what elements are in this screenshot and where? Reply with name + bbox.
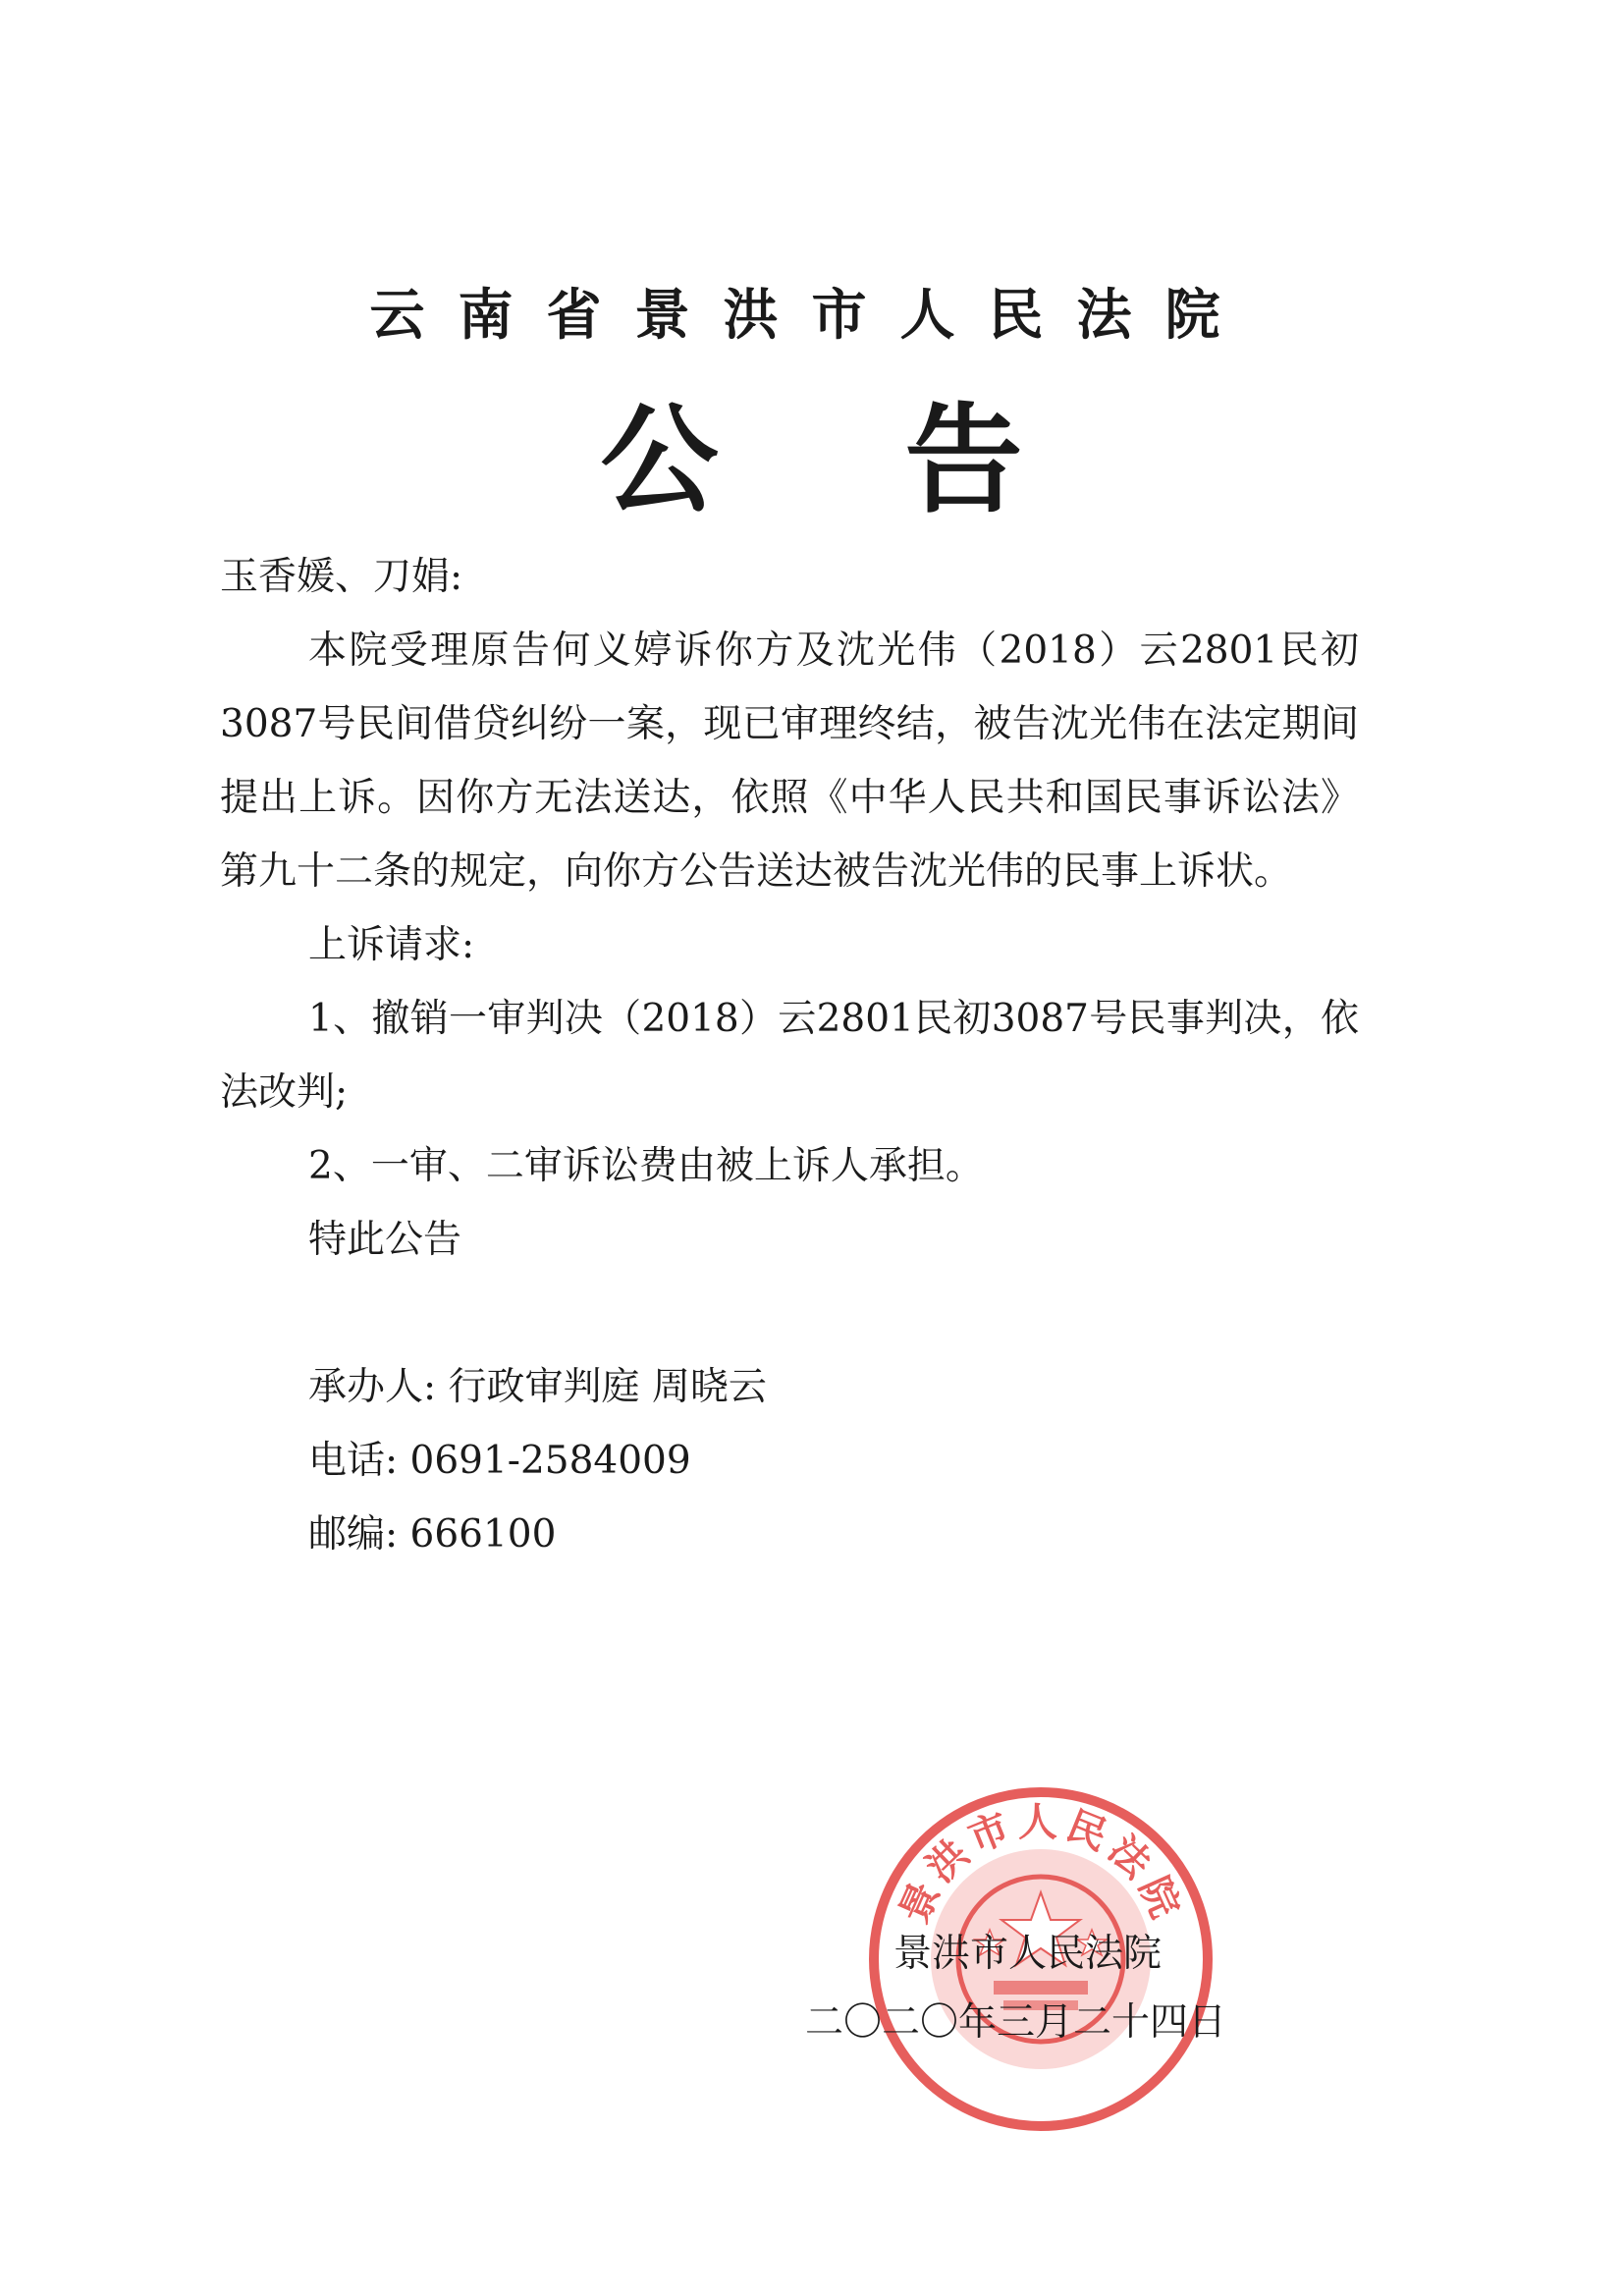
appeal-item-1: 1、撤销一审判决（2018）云2801民初3087号民事判决，依法改判;: [220, 997, 1359, 1115]
signing-court: 景洪市人民法院: [893, 1932, 1163, 1976]
appeal-heading: 上诉请求:: [308, 923, 475, 967]
document-type-heading: 公告: [600, 393, 1210, 529]
addressee: 玉香媛、刀娟:: [220, 555, 463, 599]
closing-text: 特此公告: [308, 1218, 462, 1262]
appeal-item-2: 2、一审、二审诉讼费由被上诉人承担。: [308, 1144, 984, 1188]
phone-line: 电话: 0691-2584009: [308, 1439, 691, 1483]
main-paragraph: 本院受理原告何义婷诉你方及沈光伟（2018）云2801民初3087号民间借贷纠纷一案，现已审理终结，被告沈光伟在法定期间提出上诉。因你方无法送达，依照《中华人民共和国民事诉讼法》第九十二条的规定，向你方公告送达被告沈光伟的民事上诉状。: [220, 629, 1359, 894]
seal-inscription: 景洪市人民法院: [892, 1800, 1190, 1931]
signing-date: 二〇二〇年三月二十四日: [805, 2000, 1227, 2045]
blank-line: [220, 1277, 1359, 1350]
postcode-line: 邮编: 666100: [308, 1512, 557, 1557]
court-name-heading: 云南省景洪市人民法院: [369, 284, 1254, 348]
notice-body: [220, 540, 1359, 1571]
handler-line: 承办人: 行政审判庭 周晓云: [308, 1365, 767, 1409]
